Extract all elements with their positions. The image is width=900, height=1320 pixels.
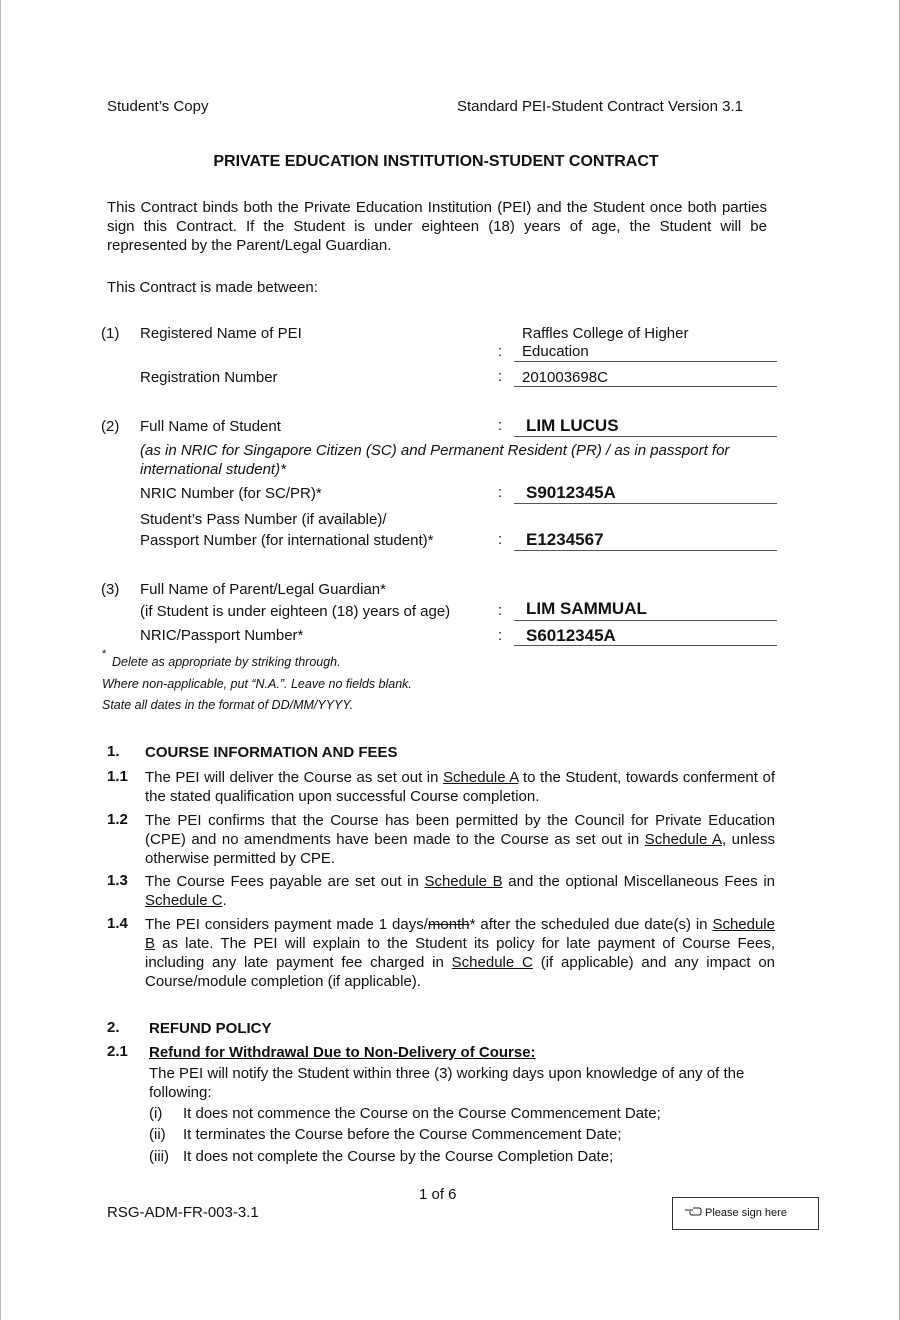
note-date-format: State all dates in the format of DD/MM/YYYY. — [102, 698, 354, 712]
student-name-label: Full Name of Student — [140, 418, 281, 435]
note-delete: Delete as appropriate by striking through. — [112, 655, 341, 669]
student-pass-underline — [514, 550, 777, 551]
schedule-b-reference: Schedule B — [424, 873, 503, 890]
schedule-c-reference: Schedule C — [451, 954, 533, 971]
pointing-hand-icon — [684, 1206, 702, 1216]
header-copy-label: Student’s Copy — [107, 98, 209, 115]
list-item-number: (iii) — [149, 1148, 169, 1165]
party2-number: (2) — [101, 418, 120, 435]
student-nric-underline — [514, 503, 777, 504]
clause-text: . — [222, 892, 227, 909]
clause-text: to the Student, towards conferment of the stated qualification upon successful Course completion. — [145, 769, 775, 805]
clause-2-1-heading: Refund for Withdrawal Due to Non-Delivery of Course: — [149, 1044, 536, 1061]
sign-here-box[interactable] — [672, 1197, 819, 1230]
clause-1-1-number: 1.1 — [107, 768, 128, 785]
guardian-name-underline — [514, 620, 777, 621]
registration-number-label: Registration Number — [140, 369, 278, 386]
student-name-value: LIM LUCUS — [526, 416, 619, 435]
clause-2-1-text: The PEI will notify the Student within three (3) working days upon knowledge of any of the following: — [149, 1065, 745, 1101]
pei-name-value-line2: Education — [522, 343, 589, 360]
guardian-nric-underline — [514, 645, 777, 646]
sign-here-label: Please sign here — [705, 1207, 787, 1219]
clause-text: The PEI will deliver the Course as set out in — [145, 769, 444, 786]
student-pass-label-line2: Passport Number (for international student)* — [140, 532, 434, 549]
clause-1-3-number: 1.3 — [107, 872, 128, 889]
student-pass-label-line1: Student’s Pass Number (if available)/ — [140, 511, 387, 528]
clause-text: as late. The PEI will explain to the Student its policy for late payment of Course Fees, including any late payment fee charged in — [145, 935, 775, 971]
registration-number-value: 201003698C — [522, 369, 608, 386]
form-code: RSG-ADM-FR-003-3.1 — [107, 1204, 259, 1221]
colon: : — [498, 343, 503, 360]
student-name-underline — [514, 436, 777, 437]
guardian-name-value: LIM SAMMUAL — [526, 599, 647, 618]
list-item-number: (ii) — [149, 1126, 166, 1143]
student-pass-value: E1234567 — [526, 530, 604, 549]
guardian-nric-value: S6012345A — [526, 626, 616, 645]
section2-heading: REFUND POLICY — [149, 1020, 272, 1037]
clause-text: and the optional Miscellaneous Fees in — [502, 873, 775, 890]
clause-1-3 — [145, 872, 775, 910]
colon: : — [498, 531, 503, 548]
schedule-a-reference: Schedule A — [644, 831, 722, 848]
registration-number-underline — [514, 386, 777, 387]
colon: : — [498, 417, 503, 434]
clause-text: * after the scheduled due date(s) in — [469, 916, 713, 933]
clause-1-1 — [145, 768, 775, 806]
section2-number: 2. — [107, 1019, 120, 1036]
note-asterisk: * — [102, 648, 107, 660]
made-between-text: This Contract is made between: — [107, 279, 318, 296]
schedule-a-reference: Schedule A — [443, 769, 519, 786]
page-number: 1 of 6 — [419, 1186, 457, 1203]
guardian-name-label-line1: Full Name of Parent/Legal Guardian* — [140, 581, 386, 598]
student-name-note: (as in NRIC for Singapore Citizen (SC) and Permanent Resident (PR) / as in passport for international student)* — [140, 442, 730, 478]
clause-1-4 — [145, 915, 775, 991]
colon: : — [498, 627, 503, 644]
colon: : — [498, 368, 503, 385]
list-item: It does not commence the Course on the Course Commencement Date; — [183, 1105, 661, 1122]
page-title: PRIVATE EDUCATION INSTITUTION-STUDENT CONTRACT — [213, 153, 659, 170]
clause-text: The PEI confirms that the Course has been permitted by the Council for Private Education (CPE) and no amendments have been made to the Course as set out in — [145, 812, 775, 848]
list-item: It does not complete the Course by the Course Completion Date; — [183, 1148, 614, 1165]
guardian-name-label-line2: (if Student is under eighteen (18) years of age) — [140, 603, 451, 620]
party3-number: (3) — [101, 581, 120, 598]
struck-option: month — [427, 916, 470, 933]
clause-text: (if applicable) and any impact on Course/module completion (if applicable). — [145, 954, 775, 990]
clause-2-1-number: 2.1 — [107, 1043, 128, 1060]
clause-text: The PEI considers payment made 1 days/ — [145, 916, 428, 933]
student-nric-value: S9012345A — [526, 483, 616, 502]
clause-1-2-number: 1.2 — [107, 811, 128, 828]
section1-heading: COURSE INFORMATION AND FEES — [145, 744, 398, 761]
schedule-c-reference: Schedule C — [145, 892, 223, 909]
note-not-applicable: Where non-applicable, put “N.A.”. Leave no fields blank. — [102, 677, 412, 691]
list-item: It terminates the Course before the Course Commencement Date; — [183, 1126, 622, 1143]
clause-1-2 — [145, 811, 775, 868]
clause-text: , unless otherwise permitted by CPE. — [145, 831, 775, 867]
pei-name-label: Registered Name of PEI — [140, 325, 302, 342]
party1-number: (1) — [101, 325, 120, 342]
pei-name-underline — [514, 361, 777, 362]
clause-text: The Course Fees payable are set out in — [145, 873, 425, 890]
clause-1-4-number: 1.4 — [107, 915, 128, 932]
colon: : — [498, 602, 503, 619]
student-nric-label: NRIC Number (for SC/PR)* — [140, 485, 322, 502]
colon: : — [498, 484, 503, 501]
guardian-nric-label: NRIC/Passport Number* — [140, 627, 304, 644]
section1-number: 1. — [107, 743, 120, 760]
header-version: Standard PEI-Student Contract Version 3.1 — [457, 98, 744, 115]
intro-paragraph: This Contract binds both the Private Education Institution (PEI) and the Student once both parties sign this Contract. If the Student is under eighteen (18) years of age, the Student will be represented by the Parent/Legal Guardian. — [107, 199, 767, 254]
list-item-number: (i) — [149, 1105, 163, 1122]
pei-name-value-line1: Raffles College of Higher — [522, 325, 689, 342]
schedule-b-reference: Schedule B — [145, 916, 775, 952]
